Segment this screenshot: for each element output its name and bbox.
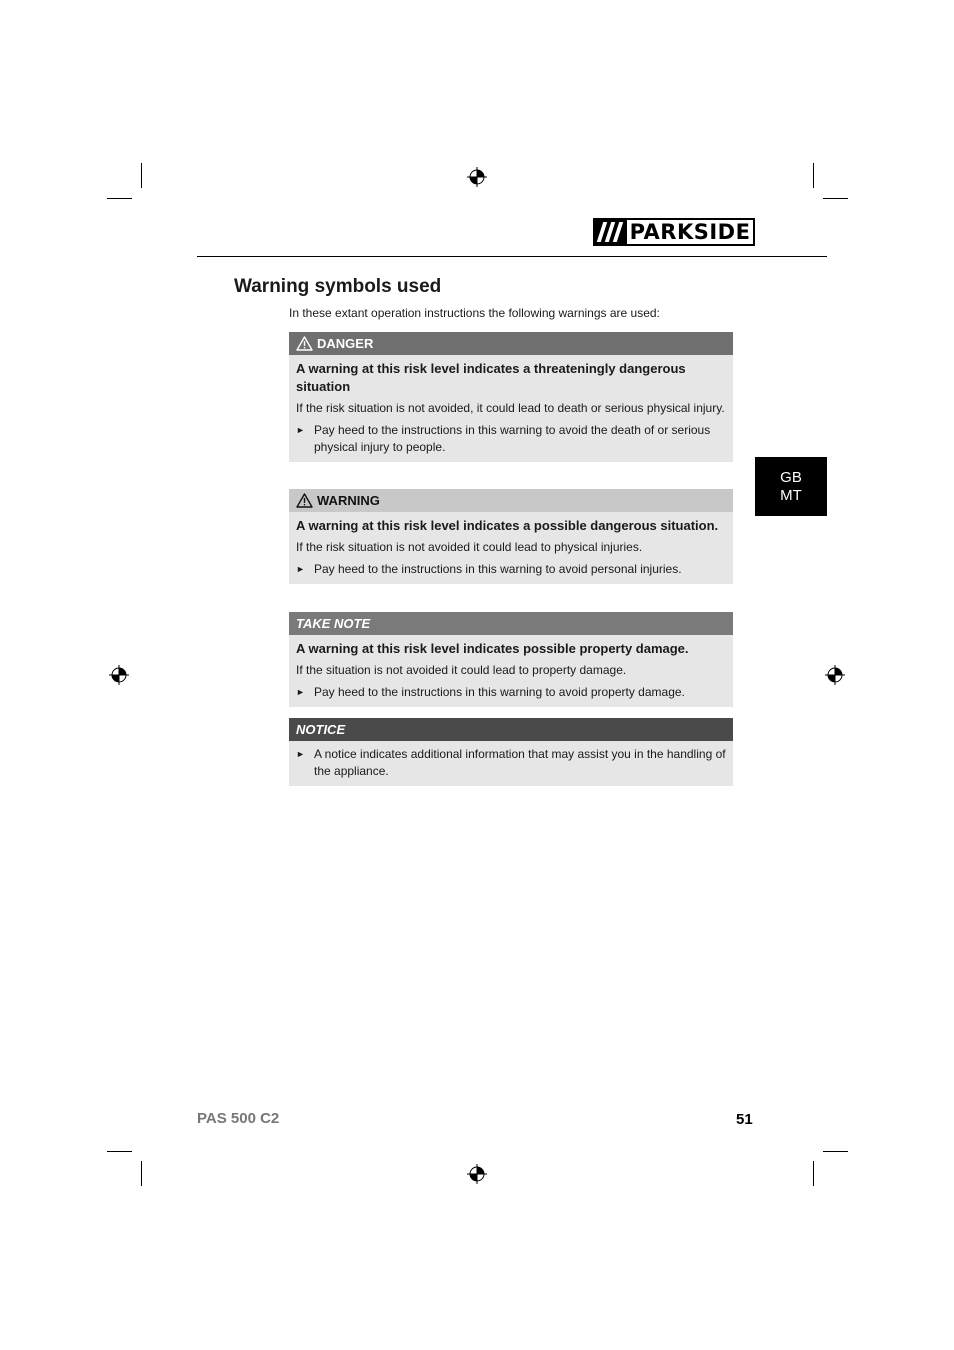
list-item (296, 422, 726, 456)
page-number: 51 (736, 1111, 753, 1128)
take-note-text: If the situation is not avoided it could lead to property damage. (296, 663, 627, 677)
triangle-right-icon: ► (296, 749, 305, 759)
intro-text: In these extant operation instructions the following warnings are used: (289, 306, 660, 320)
parkside-logo (593, 218, 755, 246)
triangle-right-icon: ► (296, 564, 305, 574)
header-rule (197, 256, 827, 257)
warning-bullet: Pay heed to the instructions in this warning to avoid personal injuries. (314, 562, 682, 576)
triangle-right-icon: ► (296, 687, 305, 697)
take-note-header (289, 612, 733, 635)
crop-mark (141, 163, 142, 188)
take-note-bullet: Pay heed to the instructions in this warning to avoid property damage. (314, 685, 685, 699)
crop-mark (107, 1151, 132, 1152)
warning-text: If the risk situation is not avoided it could lead to physical injuries. (296, 540, 643, 554)
notice-header (289, 718, 733, 741)
danger-box (289, 332, 733, 462)
danger-header (289, 332, 733, 355)
language-code-mt: MT (780, 486, 802, 504)
logo-text: PARKSIDE (627, 220, 753, 244)
crop-mark (813, 1161, 814, 1186)
warning-lead: A warning at this risk level indicates a possible dangerous situation. (296, 518, 719, 533)
take-note-lead: A warning at this risk level indicates possible property damage. (296, 641, 689, 656)
triangle-right-icon: ► (296, 425, 305, 435)
danger-text: If the risk situation is not avoided, it could lead to death or serious physical injury. (296, 401, 725, 415)
crop-mark (141, 1161, 142, 1186)
list-item (296, 561, 726, 578)
notice-bullet: A notice indicates additional information that may assist you in the handling of the appliance. (314, 747, 726, 778)
registration-mark-icon (825, 665, 845, 685)
warning-triangle-icon (296, 493, 313, 508)
warning-triangle-icon (296, 336, 313, 351)
logo-slashes-icon (593, 218, 627, 246)
danger-label: DANGER (317, 336, 374, 351)
warning-header (289, 489, 733, 512)
registration-mark-icon (467, 167, 487, 187)
danger-bullet: Pay heed to the instructions in this warning to avoid the death of or serious physical injury to people. (314, 423, 711, 454)
danger-lead: A warning at this risk level indicates a threateningly dangerous situation (296, 361, 686, 394)
list-item (296, 684, 726, 701)
crop-mark (813, 163, 814, 188)
warning-box (289, 489, 733, 584)
warning-label: WARNING (317, 493, 380, 508)
crop-mark (823, 198, 848, 199)
crop-mark (107, 198, 132, 199)
footer-model: PAS 500 C2 (197, 1110, 280, 1127)
crop-mark (823, 1151, 848, 1152)
page-title: Warning symbols used (234, 276, 442, 297)
take-note-label: TAKE NOTE (296, 616, 371, 631)
language-code-gb: GB (780, 468, 802, 486)
take-note-box (289, 612, 733, 707)
list-item (296, 746, 726, 780)
language-tab (755, 457, 827, 516)
registration-mark-icon (109, 665, 129, 685)
notice-box (289, 718, 733, 786)
notice-label: NOTICE (296, 722, 346, 737)
registration-mark-icon (467, 1164, 487, 1184)
